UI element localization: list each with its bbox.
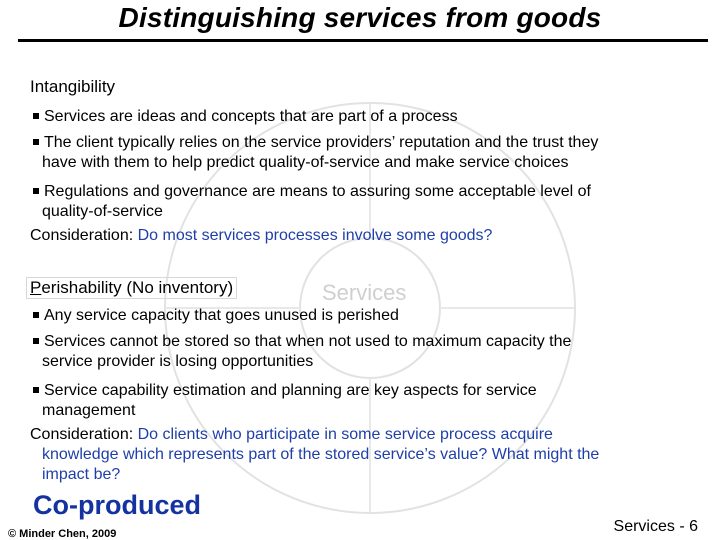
consideration-label: Consideration: bbox=[30, 227, 134, 244]
bullet-square-icon bbox=[33, 188, 39, 194]
perishability-heading: Perishability (No inventory) bbox=[26, 277, 237, 299]
bullet-square-icon bbox=[33, 113, 39, 119]
intangibility-bullet-1: Services are ideas and concepts that are part of a process bbox=[30, 107, 690, 127]
consideration-question: Do clients who participate in some service process acquire bbox=[137, 426, 553, 443]
perishability-consideration: Consideration: Do clients who participate in some service process acquire knowledge which represents part of the stored service’s value? What might the impact be? bbox=[30, 426, 600, 483]
bullet-square-icon bbox=[33, 338, 39, 344]
bullet-square-icon bbox=[33, 139, 39, 145]
coproduced-heading: Co-produced bbox=[33, 490, 201, 520]
intangibility-bullet-2: The client typically relies on the service providers’ reputation and the trust they have with them to help predict quality-of-service and make service choices bbox=[30, 133, 690, 173]
perishability-bullet-3: Service capability estimation and planning are key aspects for service management bbox=[30, 381, 690, 421]
intangibility-consideration bbox=[30, 226, 700, 246]
copyright-footer: © Minder Chen, 2009 bbox=[8, 528, 117, 540]
perishability-bullet-1: Any service capacity that goes unused is perished bbox=[30, 306, 690, 326]
perishability-bullet-2: Services cannot be stored so that when not used to maximum capacity the service provider is losing opportunities bbox=[30, 332, 690, 372]
page-number: Services - 6 bbox=[613, 518, 698, 535]
intangibility-heading bbox=[30, 77, 115, 97]
bullet-square-icon bbox=[33, 387, 39, 393]
bullet-square-icon bbox=[33, 312, 39, 318]
intangibility-bullet-3: Regulations and governance are means to assuring some acceptable level of quality-of-service bbox=[30, 182, 690, 222]
title-underline bbox=[18, 39, 708, 42]
slide-title: Distinguishing services from goods bbox=[118, 2, 602, 33]
watermark-center-label: Services bbox=[322, 280, 407, 305]
consideration-question: Do most services processes involve some goods? bbox=[137, 227, 493, 244]
consideration-label: Consideration: bbox=[30, 426, 134, 443]
intangibility-heading-text: Intangibility bbox=[30, 77, 116, 96]
